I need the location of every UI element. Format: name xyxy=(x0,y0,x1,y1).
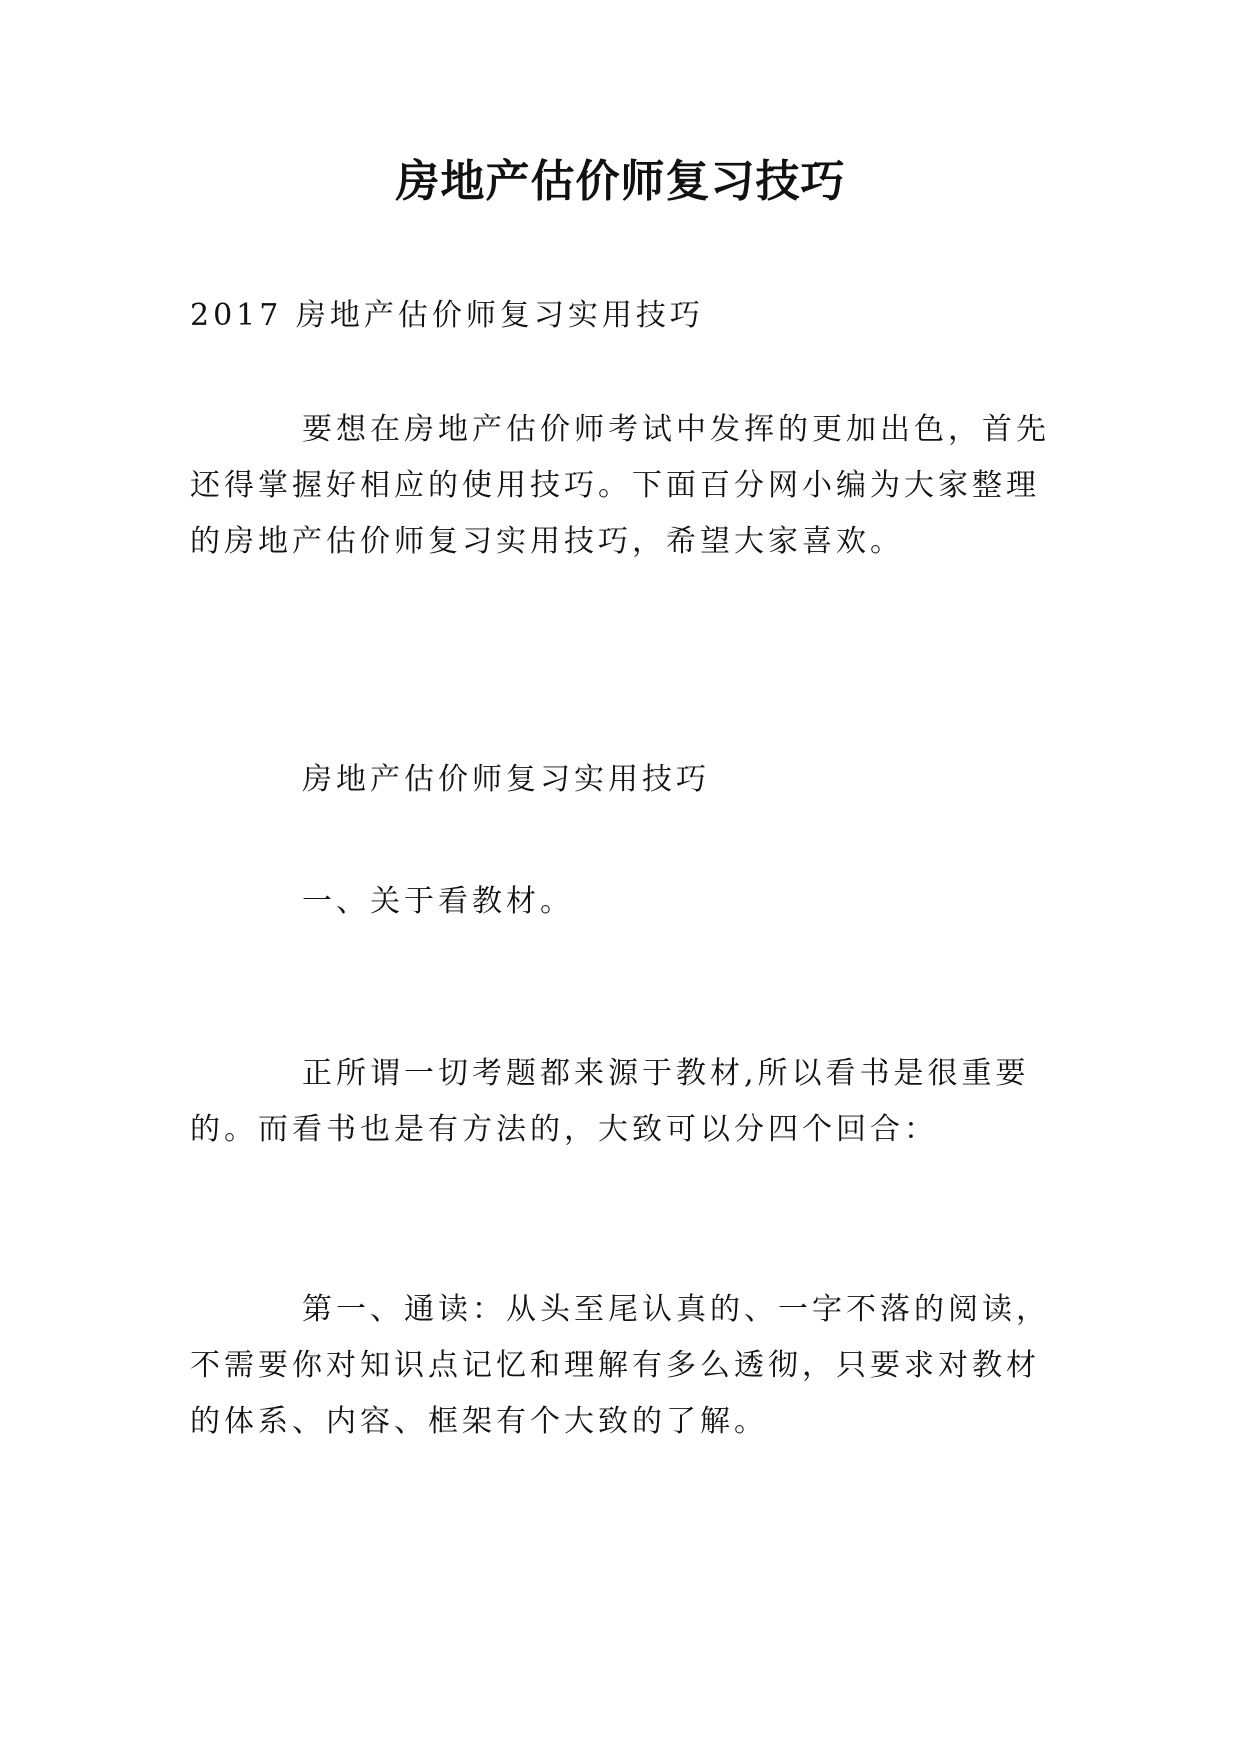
textbook-paragraph: 正所谓一切考题都来源于教材,所以看书是很重要的。而看书也是有方法的，大致可以分四个回合： xyxy=(190,1056,1030,1147)
section-heading: 房地产估价师复习实用技巧 xyxy=(302,762,710,797)
document-subtitle: 2017 房地产估价师复习实用技巧 xyxy=(190,298,704,333)
document-title: 房地产估价师复习技巧 xyxy=(395,156,846,207)
item-one-heading: 一、关于看教材。 xyxy=(302,884,574,919)
first-reading-paragraph: 第一、通读：从头至尾认真的、一字不落的阅读，不需要你对知识点记忆和理解有多么透彻，只要求对教材的体系、内容、框架有个大致的了解。 xyxy=(190,1292,1050,1439)
intro-paragraph: 要想在房地产估价师考试中发挥的更加出色，首先还得掌握好相应的使用技巧。下面百分网小编为大家整理的房地产估价师复习实用技巧，希望大家喜欢。 xyxy=(190,412,1050,559)
